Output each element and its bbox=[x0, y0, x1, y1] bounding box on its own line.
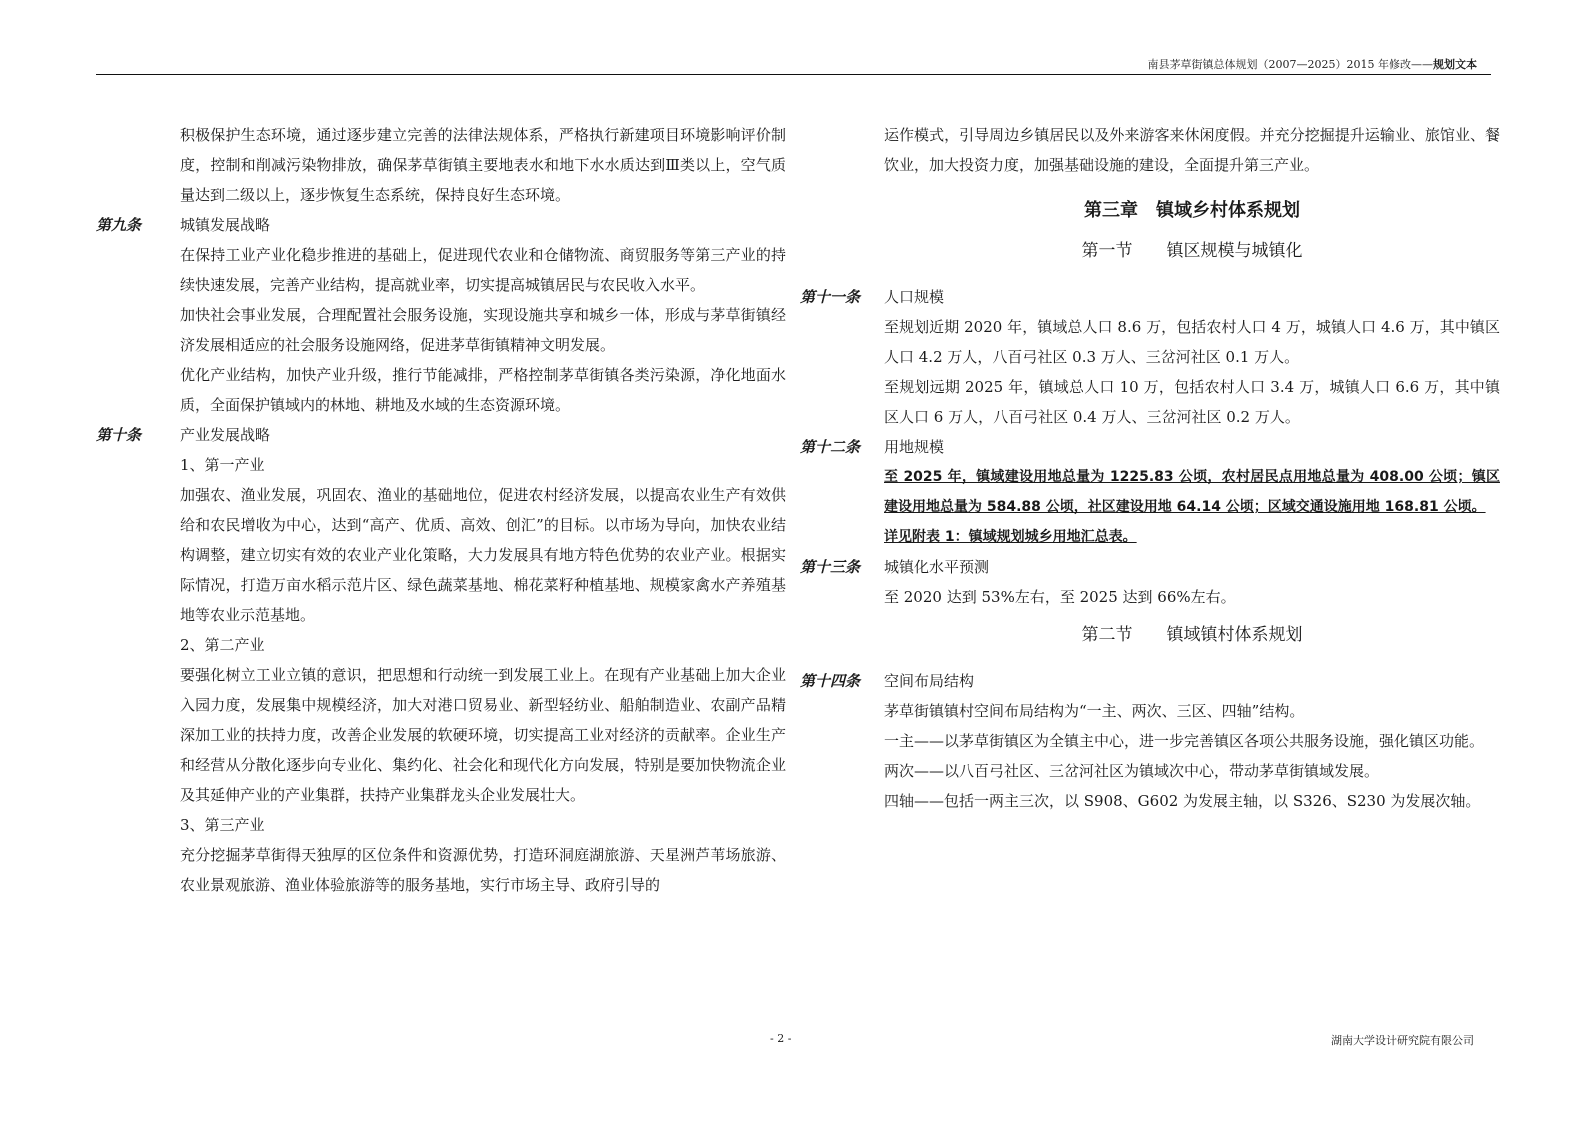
article-heading bbox=[800, 282, 1500, 312]
paragraph: 至 2020 达到 53%左右，至 2025 达到 66%左右。 bbox=[884, 588, 1236, 606]
chapter-title: 第三章 镇域乡村体系规划 bbox=[1084, 200, 1300, 221]
paragraph: 优化产业结构，加快产业升级，推行节能减排，严格控制茅草街镇各类污染源，净化地面水质，全面保护镇域内的林地、耕地及水域的生态资源环境。 bbox=[180, 366, 786, 414]
paragraph: 两次——以八百弓社区、三岔河社区为镇域次中心，带动茅草街镇域发展。 bbox=[884, 762, 1380, 780]
paragraph: 在保持工业产业化稳步推进的基础上，促进现代农业和仓储物流、商贸服务等第三产业的持续快速发展，完善产业结构，提高就业率，切实提高城镇居民与农民收入水平。 bbox=[180, 246, 786, 294]
article-heading bbox=[800, 666, 1500, 696]
paragraph: 加强农、渔业发展，巩固农、渔业的基础地位，促进农村经济发展，以提高农业生产有效供给和农民增收为中心，达到“高产、优质、高效、创汇”的目标。以市场为导向，加快农业结构调整，建立切实有效的农业产业化策略，大力发展具有地方特色优势的农业产业。根据实际情况，打造万亩水稻示范片区、绿色蔬菜基地、棉花菜籽种植基地、规模家禽水产养殖基地等农业示范基地。 bbox=[180, 486, 786, 624]
paragraph: 一主——以茅草街镇区为全镇主中心，进一步完善镇区各项公共服务设施，强化镇区功能。 bbox=[884, 732, 1485, 750]
page-number: - 2 - bbox=[770, 1032, 792, 1045]
article-label: 第十四条 bbox=[800, 672, 861, 690]
article-heading bbox=[800, 552, 1500, 582]
article-title: 产业发展战略 bbox=[180, 426, 271, 444]
paragraph: 茅草街镇镇村空间布局结构为“一主、两次、三区、四轴”结构。 bbox=[884, 702, 1305, 720]
left-column bbox=[96, 120, 786, 900]
article-label: 第九条 bbox=[96, 216, 142, 234]
subheading: 1、第一产业 bbox=[180, 456, 265, 474]
paragraph: 至规划远期 2025 年，镇域总人口 10 万，包括农村人口 3.4 万，城镇人口 6.6 万，其中镇区人口 6 万人，八百弓社区 0.4 万人、三岔河社区 0.2 万人。 bbox=[884, 378, 1500, 426]
article-label: 第十三条 bbox=[800, 558, 861, 576]
paragraph: 加快社会事业发展，合理配置社会服务设施，实现设施共享和城乡一体，形成与茅草街镇经济发展相适应的社会服务设施网络，促进茅草街镇精神文明发展。 bbox=[180, 306, 786, 354]
emphasis-paragraph: 至 2025 年，镇域建设用地总量为 1225.83 公顷，农村居民点用地总量为 408.00 公顷；镇区建设用地总量为 584.88 公顷，社区建设用地 64.14 公顷；区域交通设施用地 168.81 公顷。 bbox=[884, 469, 1500, 515]
article-label: 第十条 bbox=[96, 426, 142, 444]
subheading: 2、第二产业 bbox=[180, 636, 265, 654]
article-title: 人口规模 bbox=[884, 288, 945, 306]
section-title: 第二节 镇域镇村体系规划 bbox=[1081, 625, 1303, 645]
article-label: 第十二条 bbox=[800, 438, 861, 456]
paragraph: 积极保护生态环境，通过逐步建立完善的法律法规体系，严格执行新建项目环境影响评价制度，控制和削减污染物排放，确保茅草街镇主要地表水和地下水水质达到Ⅲ类以上，空气质量达到二级以上，逐步恢复生态系统，保持良好生态环境。 bbox=[180, 126, 786, 204]
paragraph: 充分挖掘茅草街得天独厚的区位条件和资源优势，打造环洞庭湖旅游、天星洲芦苇场旅游、农业景观旅游、渔业体验旅游等的服务基地，实行市场主导、政府引导的 bbox=[180, 846, 786, 894]
paragraph: 要强化树立工业立镇的意识，把思想和行动统一到发展工业上。在现有产业基础上加大企业入园力度，发展集中规模经济，加大对港口贸易业、新型轻纺业、船舶制造业、农副产品精深加工业的扶持力度，改善企业发展的软硬环境，切实提高工业对经济的贡献率。企业生产和经营从分散化逐步向专业化、集约化、社会化和现代化方向发展，特别是要加快物流企业及其延伸产业的产业集群，扶持产业集群龙头企业发展壮大。 bbox=[180, 666, 786, 804]
article-label: 第十一条 bbox=[800, 288, 861, 306]
appendix-reference: 详见附表 1：镇域规划城乡用地汇总表。 bbox=[884, 529, 1137, 545]
header-title: 南县茅草街镇总体规划（2007—2025）2015 年修改—— bbox=[1147, 58, 1433, 71]
header-rule bbox=[96, 74, 1491, 75]
article-heading bbox=[96, 420, 786, 450]
article-title: 城镇发展战略 bbox=[180, 216, 271, 234]
article-heading bbox=[800, 432, 1500, 462]
right-column bbox=[800, 120, 1500, 816]
running-header bbox=[1148, 56, 1477, 72]
paragraph: 四轴——包括一两主三次，以 S908、G602 为发展主轴，以 S326、S230 为发展次轴。 bbox=[884, 792, 1481, 810]
paragraph: 至规划近期 2020 年，镇域总人口 8.6 万，包括农村人口 4 万，城镇人口 4.6 万，其中镇区人口 4.2 万人，八百弓社区 0.3 万人、三岔河社区 0.1 万人。 bbox=[884, 318, 1500, 366]
article-title: 空间布局结构 bbox=[884, 672, 975, 690]
section-title: 第一节 镇区规模与城镇化 bbox=[1081, 241, 1303, 261]
article-title: 用地规模 bbox=[884, 438, 945, 456]
subheading: 3、第三产业 bbox=[180, 816, 265, 834]
paragraph: 运作模式，引导周边乡镇居民以及外来游客来休闲度假。并充分挖掘提升运输业、旅馆业、餐饮业，加大投资力度，加强基础设施的建设，全面提升第三产业。 bbox=[884, 126, 1500, 174]
article-title: 城镇化水平预测 bbox=[884, 558, 990, 576]
header-bold: 规划文本 bbox=[1433, 58, 1477, 71]
footer-company: 湖南大学设计研究院有限公司 bbox=[1331, 1034, 1474, 1047]
article-heading bbox=[96, 210, 786, 240]
